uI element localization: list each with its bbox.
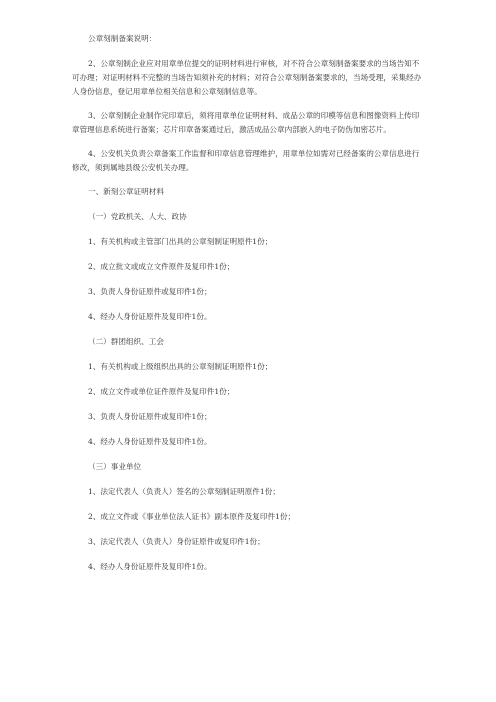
list-item: 3、法定代表人（负责人）身份证原件或复印件1份；	[88, 537, 265, 546]
list-item: 1、法定代表人（负责人）签名的公章刻制证明原件1份；	[88, 487, 280, 496]
subsection-heading-2: （二）群团组织、工会	[88, 337, 164, 346]
section-heading-1: 一、新刻公章证明材料	[88, 187, 164, 196]
list-item: 4、经办人身份证原件及复印件1份。	[88, 312, 212, 321]
list-item: 3、负责人身份证原件或复印件1份；	[88, 287, 212, 296]
paragraph-item-3: 3、公章刻制企业制作完印章后，须将用章单位证明材料、成品公章的印模等信息和图像资料上传印章管理信息系统进行备案；芯片印章备案通过后，激活成品公章内部嵌入的电子防伪加密芯片。	[72, 111, 420, 134]
intro-heading: 公章刻制备案说明：	[88, 34, 157, 43]
paragraph-item-4: 4、公安机关负责公章备案工作监督和印章信息管理维护，用章单位如需对已经备案的公章信息进行修改，须到属地县级公安机关办理。	[72, 149, 420, 172]
document-body	[72, 32, 426, 585]
list-item: 4、经办人身份证原件及复印件1份。	[88, 437, 212, 446]
subsection-heading-3: （三）事业单位	[88, 462, 142, 471]
list-item: 1、有关机构或主管部门出具的公章刻制证明原件1份；	[88, 237, 273, 246]
paragraph-item-2: 2、公章刻制企业应对用章单位提交的证明材料进行审核，对不符合公章刻制备案要求的当场告知不可办理；对证明材料不完整的当场告知须补充的材料；对符合公章刻制备案要求的，当场受理，采集经办人身份信息，登记用章单位相关信息和公章刻制信息等。	[72, 59, 422, 96]
list-item: 1、有关机构或上级组织出具的公章刻制证明原件1份；	[88, 362, 273, 371]
list-item: 4、经办人身份证原件及复印件1份。	[88, 562, 212, 571]
list-item: 3、负责人身份证原件或复印件1份；	[88, 412, 212, 421]
list-item: 2、成立批文或成立文件原件及复印件1份；	[88, 262, 235, 271]
list-item: 2、成立文件或单位证件原件及复印件1份；	[88, 387, 235, 396]
subsection-heading-1: （一）党政机关、人大、政协	[88, 212, 187, 221]
list-item: 2、成立文件或《事业单位法人证书》副本原件及复印件1份；	[88, 512, 296, 521]
